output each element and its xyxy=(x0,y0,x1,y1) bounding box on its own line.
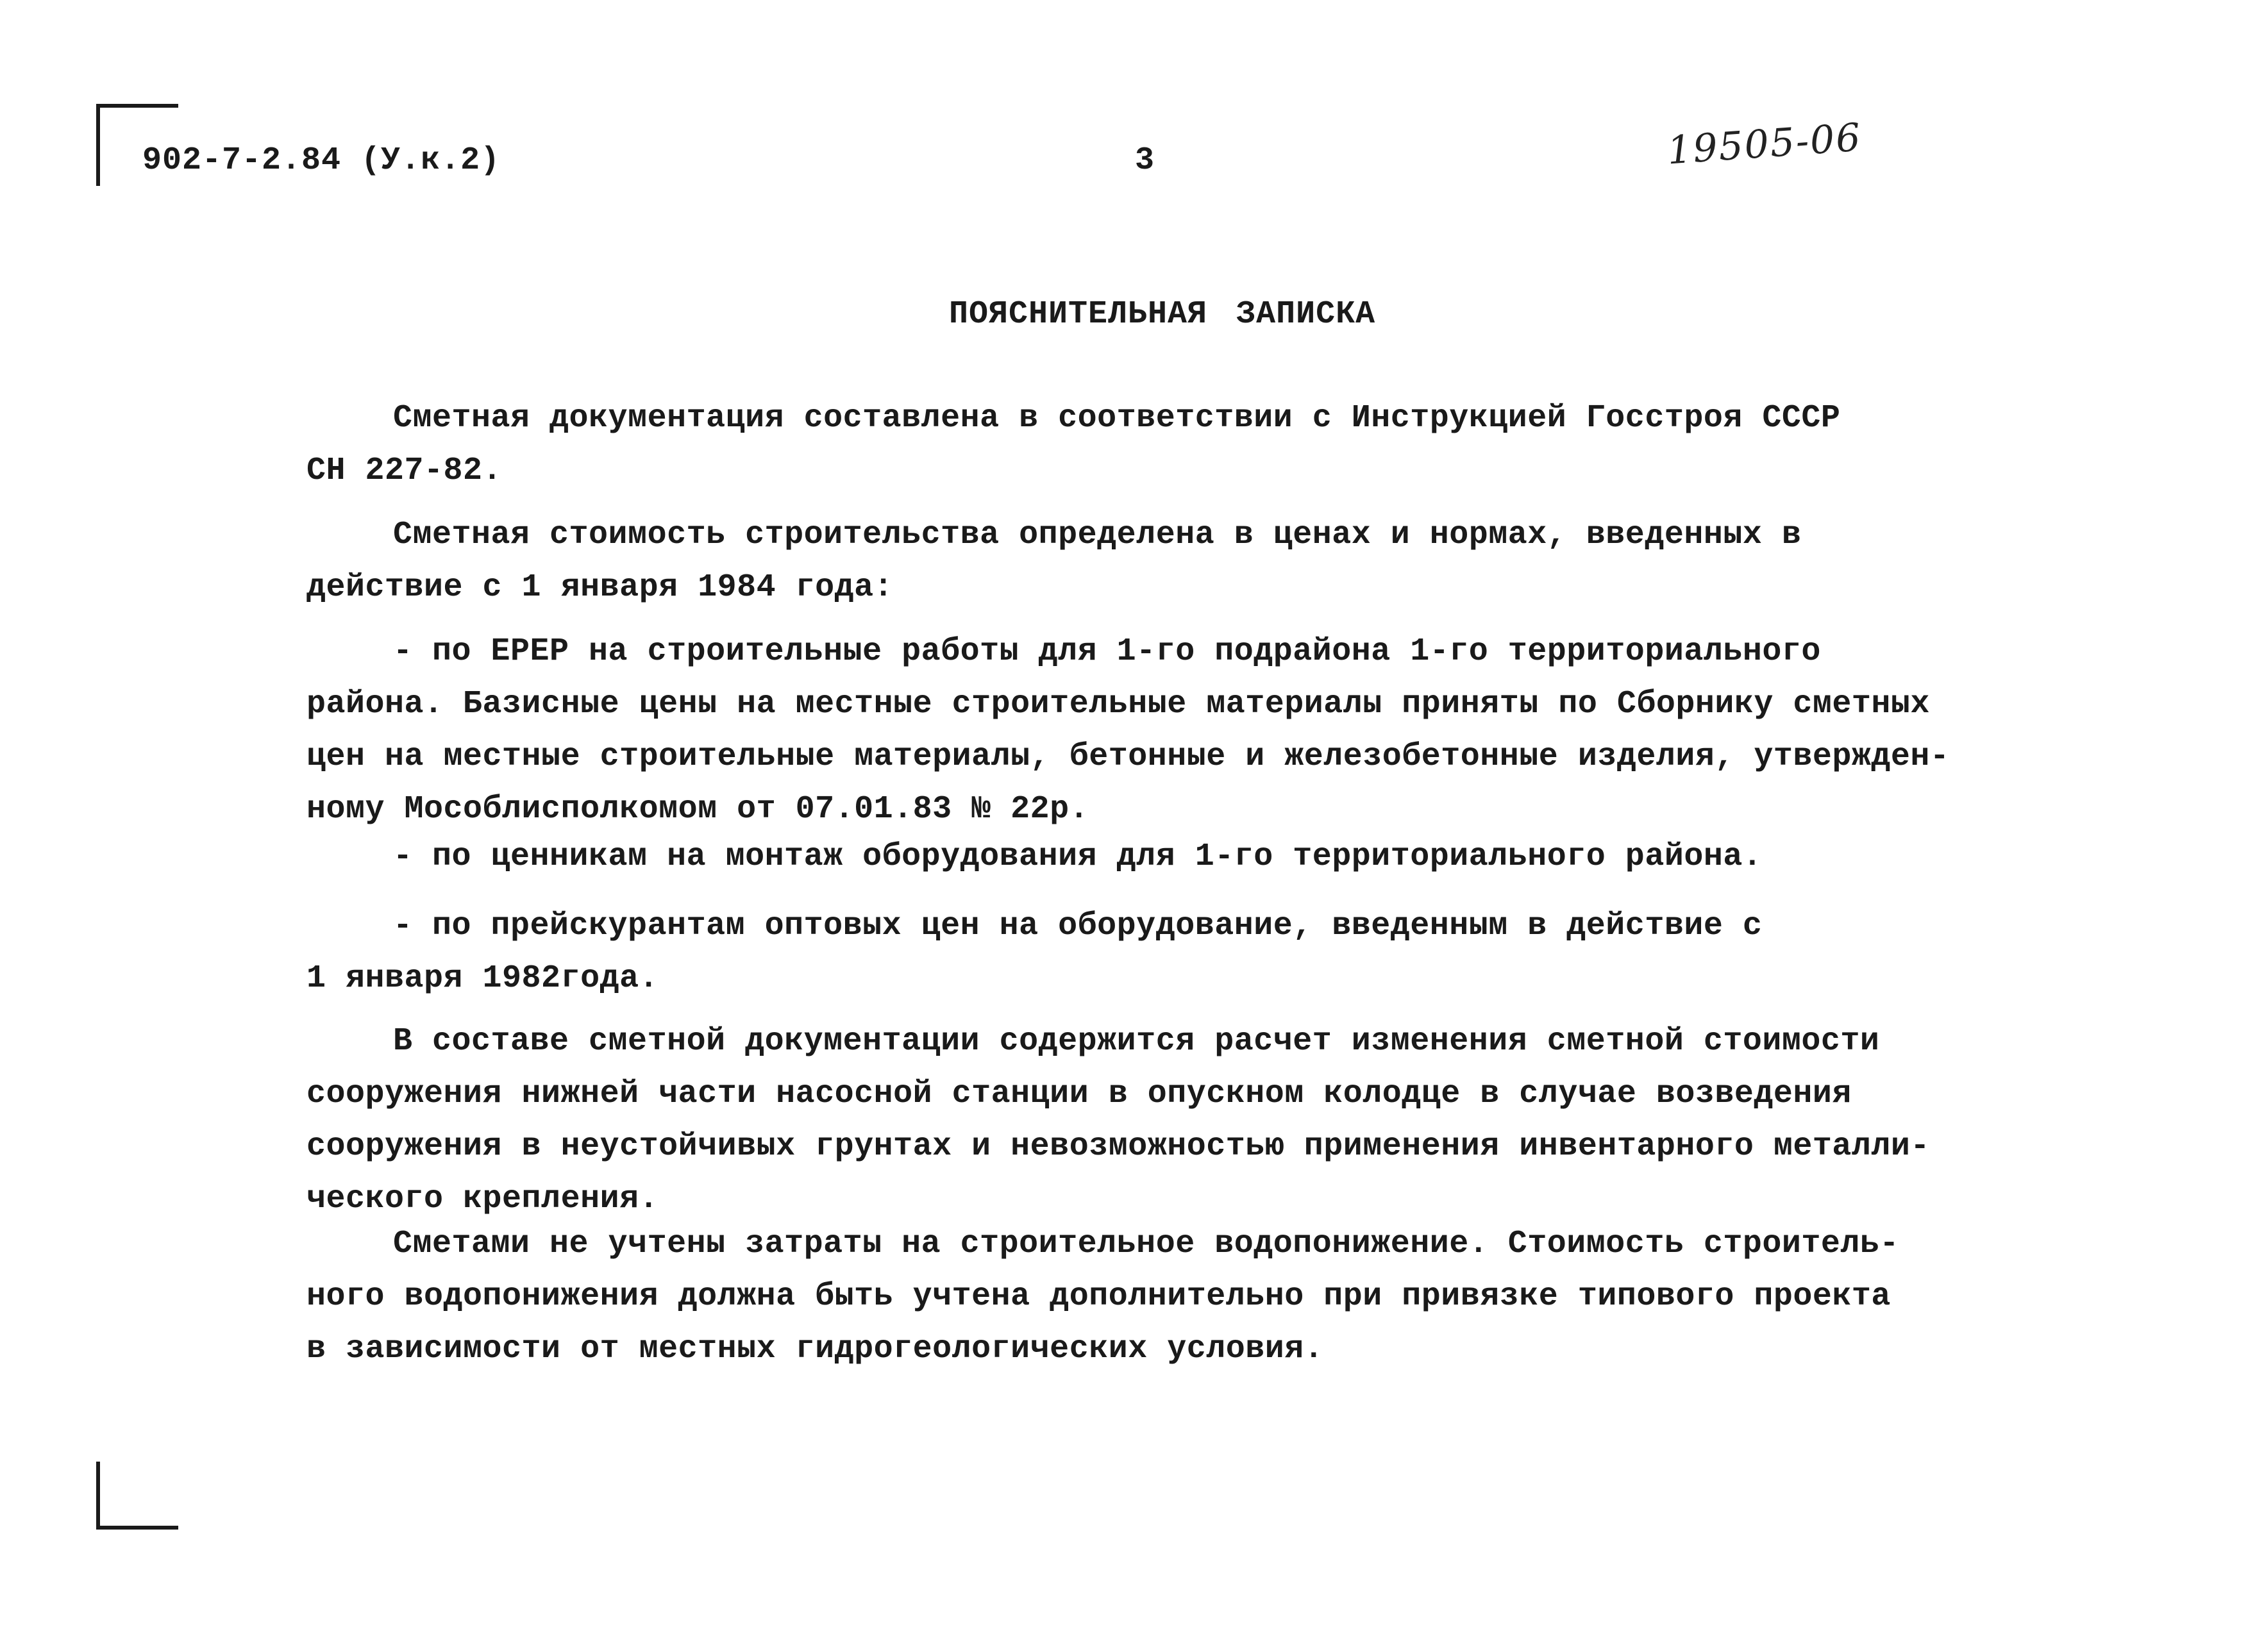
corner-mark-bottom-left-vertical xyxy=(96,1462,100,1530)
paragraph-line: ному Мособлисполкомом от 07.01.83 № 22р. xyxy=(306,791,1089,828)
paragraph-line: цен на местные строительные материалы, бетонные и железобетонные изделия, утвержден- xyxy=(306,738,1950,775)
corner-mark-bottom-left-horizontal xyxy=(96,1526,178,1530)
paragraph-5 xyxy=(306,900,2070,1005)
page-number: 3 xyxy=(1135,142,1155,179)
paragraph-line: в зависимости от местных гидрогеологических условия. xyxy=(306,1331,1324,1367)
paragraph-line: действие с 1 января 1984 года: xyxy=(306,569,894,606)
paragraph-line: СН 227-82. xyxy=(306,453,503,489)
paragraph-line: Сметная документация составлена в соответствии с Инструкцией Госстроя СССР xyxy=(393,400,1841,437)
paragraph-line: района. Базисные цены на местные строительные материалы приняты по Сборнику сметных xyxy=(306,686,1930,722)
paragraph-4 xyxy=(306,831,2070,883)
paragraph-line: сооружения в неустойчивых грунтах и невозможностью применения инвентарного металли- xyxy=(306,1128,1930,1165)
paragraph-line: - по ценникам на монтаж оборудования для 1-го территориального района. xyxy=(393,839,1763,875)
corner-mark-top-left-horizontal xyxy=(96,104,178,108)
paragraph-7 xyxy=(306,1218,2070,1376)
page-title: ПОЯСНИТЕЛЬНАЯ ЗАПИСКА xyxy=(949,296,1376,333)
paragraph-line: - по ЕРЕР на строительные работы для 1-го подрайона 1-го территориального xyxy=(393,633,1821,670)
paragraph-3 xyxy=(306,626,2070,836)
paragraph-line: 1 января 1982года. xyxy=(306,960,659,997)
paragraph-1 xyxy=(306,392,2070,497)
handwritten-number: 19505-06 xyxy=(1665,115,1863,174)
corner-mark-top-left-vertical xyxy=(96,104,100,186)
paragraph-line: В составе сметной документации содержится расчет изменения сметной стоимости xyxy=(393,1023,1880,1060)
paragraph-line: Сметная стоимость строительства определена в ценах и нормах, введенных в xyxy=(393,517,1802,553)
paragraph-line: ного водопонижения должна быть учтена дополнительно при привязке типового проекта xyxy=(306,1278,1891,1315)
paragraph-line: - по прейскурантам оптовых цен на оборудование, введенным в действие с xyxy=(393,908,1763,944)
document-code: 902-7-2.84 (У.к.2) xyxy=(142,142,501,179)
paragraph-line: Сметами не учтены затраты на строительное водопонижение. Стоимость строитель- xyxy=(393,1226,1899,1262)
paragraph-2 xyxy=(306,509,2070,614)
paragraph-6 xyxy=(306,1015,2070,1226)
paragraph-line: ческого крепления. xyxy=(306,1181,659,1217)
paragraph-line: сооружения нижней части насосной станции в опускном колодце в случае возведения xyxy=(306,1076,1852,1112)
